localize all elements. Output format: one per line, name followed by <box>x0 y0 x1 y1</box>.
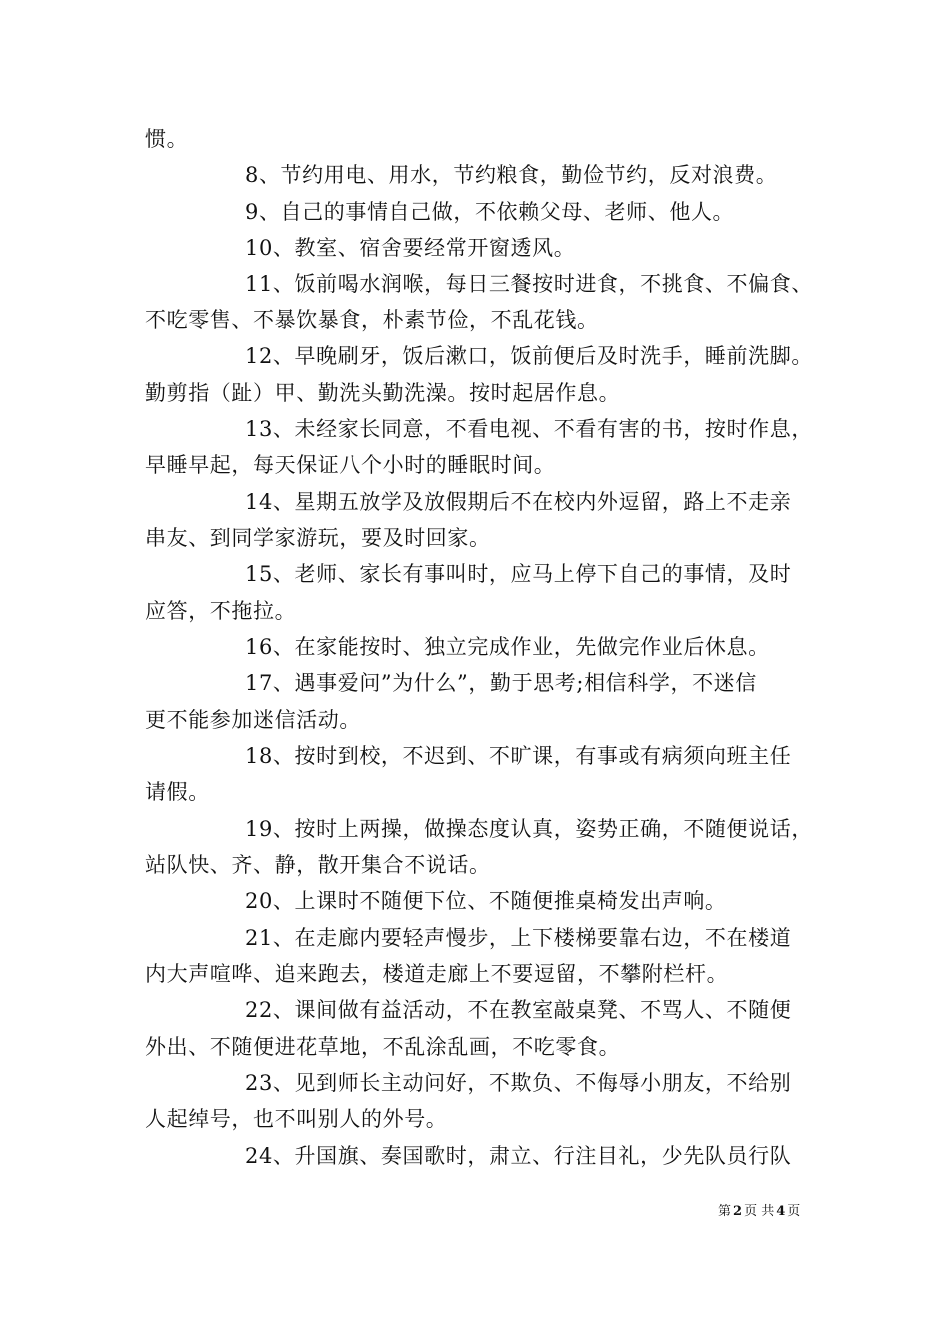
text-line: 勤剪指（趾）甲、勤洗头勤洗澡。按时起居作息。 <box>145 381 621 405</box>
text-line: 早睡早起，每天保证八个小时的睡眠时间。 <box>145 453 556 477</box>
text-line: 19、按时上两操，做操态度认真，姿势正确，不随便说话， <box>245 817 813 841</box>
text-line: 串友、到同学家游玩，要及时回家。 <box>145 526 491 550</box>
text-line: 9、自己的事情自己做，不依赖父母、老师、他人。 <box>245 200 735 224</box>
text-line: 8、节约用电、用水，节约粮食，勤俭节约，反对浪费。 <box>245 163 778 187</box>
text-line: 12、早晚刷牙，饭后漱口，饭前便后及时洗手，睡前洗脚。 <box>245 344 813 368</box>
current-page-number: 2 <box>733 1204 743 1219</box>
total-page-number: 4 <box>776 1204 786 1219</box>
text-line: 不吃零售、不暴饮暴食，朴素节俭，不乱花钱。 <box>145 308 599 332</box>
text-line: 14、星期五放学及放假期后不在校内外逗留，路上不走亲 <box>245 490 792 514</box>
text-line: 20、上课时不随便下位、不随便推桌椅发出声响。 <box>245 889 727 913</box>
text-line: 21、在走廊内要轻声慢步，上下楼梯要靠右边，不在楼道 <box>245 926 792 950</box>
text-line: 人起绰号，也不叫别人的外号。 <box>145 1107 448 1131</box>
text-line: 11、饭前喝水润喉，每日三餐按时进食，不挑食、不偏食、 <box>245 272 813 296</box>
text-line: 应答，不拖拉。 <box>145 599 297 623</box>
footer-middle: 页 共 <box>744 1204 775 1219</box>
text-line: 16、在家能按时、独立完成作业，先做完作业后休息。 <box>245 635 770 659</box>
text-line: 18、按时到校，不迟到、不旷课，有事或有病须向班主任 <box>245 744 792 768</box>
text-line: 17、遇事爱问”为什么”，勤于思考;相信科学，不迷信 <box>245 671 757 695</box>
text-line: 内大声喧哗、追来跑去，楼道走廊上不要逗留，不攀附栏杆。 <box>145 962 729 986</box>
page-footer <box>718 1203 800 1221</box>
footer-prefix: 第 <box>718 1204 732 1219</box>
text-line: 22、课间做有益活动，不在教室敲桌凳、不骂人、不随便 <box>245 998 792 1022</box>
text-line: 外出、不随便进花草地，不乱涂乱画，不吃零食。 <box>145 1035 621 1059</box>
text-line: 13、未经家长同意，不看电视、不看有害的书，按时作息， <box>245 417 813 441</box>
text-line: 请假。 <box>145 780 210 804</box>
footer-suffix: 页 <box>787 1204 801 1219</box>
text-line: 更不能参加迷信活动。 <box>145 708 361 732</box>
text-line: 24、升国旗、奏国歌时，肃立、行注目礼，少先队员行队 <box>245 1144 792 1168</box>
text-line: 23、见到师长主动问好，不欺负、不侮辱小朋友，不给别 <box>245 1071 792 1095</box>
text-line: 惯。 <box>145 127 189 151</box>
text-line: 站队快、齐、静，散开集合不说话。 <box>145 853 491 877</box>
text-line: 10、教室、宿舍要经常开窗透风。 <box>245 236 576 260</box>
text-line: 15、老师、家长有事叫时，应马上停下自己的事情，及时 <box>245 562 792 586</box>
